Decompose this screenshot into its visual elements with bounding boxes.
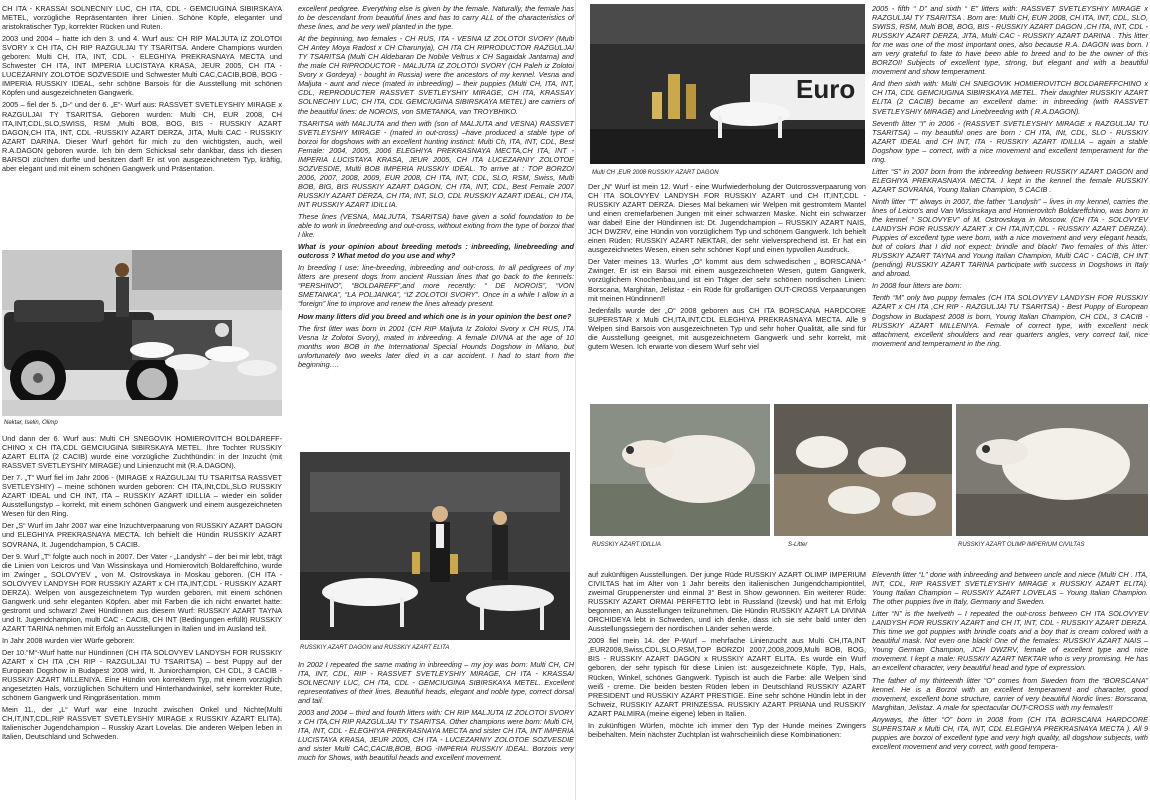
column-1-german-continued [2, 434, 282, 745]
paragraph: CH ITA - KRASSAI SOLNECNIY LUC, CH ITA, CDL - GEMCIUGINA SIBIRSKAYA METEL, vorzügliche Repräsentanten ihrer Linien. Schöne Köpfe, eleganter und aristokratischer Typ, korrekter Rücken und Ruten. [2, 4, 282, 32]
paragraph: 2005 - fifth “ D” and sixth “ E” litters with: RASSVET SVETLEYSHIY MIRAGE x RAZGULJAI TY TSARITSA . Born are: Multi CH, EUR 2008, CH ITA, INT, CDL, SLO, SWISS, RSM, Multi BOB, BOG, BIS - RUSSKIY AZART DAGON ,CH ITA, INT, CDL - RUSSKIY AZART DERZA, JITA, Multi CAC - RUSSKIY AZART DARINA . This litter for me was one of the most important ones, also because R.A. DAGON was born. I am very grateful to fate to have been able to breed and to be the owner of this BORZOI! Subjects of excellent type, strong, but elegant and with a beautiful movement and show temperament. [872, 4, 1148, 77]
photo-caption: Multi CH ,EUR 2008 RUSSKIY AZART DAGON [592, 170, 719, 176]
page-gutter [575, 0, 576, 800]
column-4-english-continued [872, 570, 1148, 754]
paragraph: Mein 11., der „L“ Wurf war eine Inzucht zwischen Onkel und Nichte(Multi CH,IT,INT,CDL,RIP RASSVET SVETLEYSHIY MIRAGE x RUSSKIY AZART ELITA). Italienischer Jugendchampion – Russkiy Azart Lovelas. Die anderen Welpen leben in Italien, Deutschland und Schweden. [2, 705, 282, 742]
paragraph: Und dann der 6. Wurf aus: Multi CH SNEGOVIK HOMIEROVITCH BOLDAREFF-CHINO x CH ITA,CDL GEMCIUGINA SIBIRSKAYA METEL. Ihre Tochter RUSSKIY AZART ELITA (2 CACIB) wurde eine vorzügliche Zuchthündin: in der Inzucht (mit RASSVET SVETLEYSHIY MIRAGE) und Linienzucht mit (R.A.DAGON). [2, 434, 282, 471]
photo-vintage-car-borzois-image [2, 250, 282, 416]
photo-olimp [956, 404, 1148, 536]
photo-dagon-trophies [590, 4, 865, 164]
interview-question: What is your opinion about breeding metods : inbreeding, linebreeding and outcross ? What metod do you use and why? [298, 242, 574, 261]
paragraph: Seventh litter “I” in 2006 - (RASSVET SVETLEYSHIY MIRAGE x RAZGULJAI TU TSARITSA) – my beautiful ones are born : CH ITA, INt, CDL, SLO - RUSSKIY AZART IDEAL and CH INT, ITA - RUSSKIY AZART IDILLIA – again a stable Dogshow type – correct, with a nice movement and excellent temperament for the ring. [872, 118, 1148, 164]
photo-dogshow-handlers-image [300, 452, 570, 640]
photo-idillia-image [590, 404, 770, 536]
paragraph: Der 10.“M“-Wurf hatte nur Hündinnen (CH ITA SOLOVYEV LANDYSH FOR RUSSKIY AZART x CH ITA ,CH RIP - RAZGULJAI TU TSARITSA) – best Puppy auf der European Dogshow in Budapest 2008 wird, It. Juniorchampion, CH CDL, 3 CACIB - RUSSKIY AZART MILLENIYA. Eine Hündin von korrektem Typ, mit einem vorzüglich angesetzten Hals, vorzüglichen Schultern und Hinterhandwinkel, sehr korrekter Rute, schönem Gangwerk und Ringpräsentation. mmm [2, 648, 282, 703]
column-2-english-continued [298, 660, 574, 766]
photo-vintage-car-borzois [2, 250, 282, 416]
paragraph: 2009 fiel mein 14. der P-Wurf – mehrfache Linienzucht aus Multi CH,ITA,INT ,EUR2008,Swiss,CDL,SLO,RSM,TOP BORZOI 2007,2008,2009,Multi BOB, BOG, BIS - RUSSKIY AZART DAGON x RUSSKIY AZART ELITA. Es wurde ein Wurf geboren, der sehr typisch für diese Linien ist: ausgezeichnete Köpfe, Typ, Hals, Rücken, Winkel, schönes Gangwerk. Typisch ist auch die Farbe: alle Welpen sind weiß - creme. Die beiden besten Rüden leben in Deutschland RUSSKIY AZART PRESIDENT und RUSSKIY AZART PRESTIGE. Eine sehr schöne Hündin lebt in der Schweiz, RUSSKIY AZART PRINZESSA. RUSSKIY AZART PRIANA und RUSSKIY AZART PALMIRA (meine eigene) leben in Italien. [588, 636, 866, 718]
photo-caption: RUSSKIY AZART OLIMP IMPERIUM CIVILTAS [958, 542, 1085, 548]
paragraph: Eleventh litter “L” done with inbreeding and between uncle and niece (Multi CH . ITA, INT, CDL, RIP RASSVET SVETLEYSHIY MIRAGE x RUSSKIY AZART ELITA). Young Italian Champion – RUSSKIY AZART LOVELAS – Young Italian Champion. The other puppies live in Italy, Germany and Sweden. [872, 570, 1148, 607]
paragraph: In breeding I use: line-breeding, inbreeding and out-cross. In all pedigrees of my litters are present dogs from ancient Russian lines that go back to the kennels: “PERSHINO”, “BOLDAREFF”,and more recently: “ DE NOROIS”, “VON SMETANKA”, “LA POLJANKA”, “IZ ZOLOTOI SVORY”. Once in a while I allow in a “foreign” line to improve and renew the lines already present. [298, 263, 574, 309]
paragraph: Litter “N” is the twelveth – I repeated the out-cross between CH ITA SOLOVYEV LANDYSH FOR RUSSKIY AZART and CH IT, INT, CDL - RUSSKIY AZART DERZA. This time we got puppies with brindle coats and a boy that is cream colored with a beautiful mask. Not even one black! One of the females: RUSSKIY AZART NAIS – Young German Champion, JCH DWZRV, female of excellent type and nice movement. I kept a male: RUSSKIY AZART NEKTAR who is very promising. He has an excellent character, very beautiful head and type of expression. [872, 609, 1148, 673]
paragraph: In 2008 four litters are born: [872, 281, 962, 291]
column-1-german [2, 4, 282, 176]
paragraph: These lines (VESNA, MALJUTA, TSARITSA) have given a solid foundation to be able to work in linebreeding and out-cross, without exiting from the type of borzoi that I like. [298, 212, 574, 240]
paragraph: The father of my thirteenth litter “O” comes from Sweden from the “BORSCANA” kennel. He is a Borzoi with an excellent temperament and character, good movement, excellent bone structure, carrier of very beautiful Nordic lines: Borscana, Marghitan, Jelistaz. A male for spectacular OUT-CROSS with my females!! [872, 675, 1148, 712]
photo-s-litter [774, 404, 952, 536]
photo-caption: Nektar, Iselin, Olimp [4, 420, 58, 426]
paragraph: Der „S“ Wurf im Jahr 2007 war eine Inzuchtverpaarung von RUSSKIY AZART DAGON und ELEGHIYA PREKRASNAYA MECTA. Ich behielt die Hündin RUSSKIY AZART SOVRANA, It. Jugendchampion, 5 CACIB. [2, 521, 282, 549]
interview-question: How many litters did you breed and which one is in your opinion the best one? [298, 311, 572, 321]
photo-olimp-image [956, 404, 1148, 536]
paragraph: Der 9. Wurf „T“ folgte auch noch in 2007. Der Vater - „Landysh“ – der bei mir lebt, trägt die Linien von Leicros und Van Wissinskaya und Homierovitch Boldareffchino, wurde im Zwinger „ SOLOVYEV „ von M. Ostrovskaya in Moskau geboren. (CH ITA - SOLOVYEV LANDYSH FOR RUSSKIY AZART x CH ITA,INT,CDL - RUSSKIY AZART DERZA). Welpen von ausgezeichnetem Typ wurden geboren, mit einem schönen Gangwerk und sehr eleganten Köpfen. aber mit Farben die ich nicht erwartet hatte: gestromt und schwarz! Zwei Hündinnen aus diesem Wurf: RUSSKIY AZART TAYNA und It. Jugendchampion, multi CAC - CACIB, CH INT (Bedingungen erfüllt) RUSSKIY AZART TARINA nehmen mit Erfolg an Ausstellungen in Italien und im Ausland teil. [2, 551, 282, 633]
paragraph: In zukünftigen Würfen, möchte ich immer den Typ der Hunde meines Zwingers beibehalten. Mein nächster Zuchtplan ist wahrscheinlich diese Kombinationen: [588, 720, 866, 739]
photo-caption: RUSSKIY AZART DAGON and RUSSKIY AZART ELITA [300, 645, 450, 651]
paragraph: At the beginning, two females - CH RUS, ITA - VESNA IZ ZOLOTOI SVORY (Multi CH Antey Moya Radost x CH Charunyja), CH ITA CH RIPRODUCTOR RAZGULJAI TY TSARITSA (Multi CH Aldebaran De Nobile Veltrus x CH Sagaidak Jantarna) and the male CH RIPRODUCTOR - MALJUTA IZ ZOLOTOI SVORY (CH Paleh iz Zolotoi Svory x Gordeya) - bought in Russia) were the ancestors of my kennel. Vesna and Maljuta - aunt and niece (mated in inbreeding) – their puppies (Multi CH, ITA, INT, CDL, REPRODUCTER RASSVET SVETLEYSHIY MIRAGE, CH ITA, KRASSAY SOLNECHIY LUC, CH ITA, CDL GEMCIUGINA SIBIRSKAYA METEL) are carriers of the beautiful lines: de NOROIS, von SMETANKA, van TROYBHIKO. [298, 34, 574, 116]
paragraph: Der 7. „T“ Wurf fiel im Jahr 2006 - (MIRAGE x RAZGULJAI TU TSARITSA RASSVET SVETLEYSHIY) – meine schönen wurden geboren: CH ITA,INt,CDL,SLO RUSSKIY AZART IDEAL und CH INT, ITA – RUSSKIY AZART IDILLIA – wieder ein solider Ausstellungstyp – korrekt, mit einem schönen Gangwerk und einem ausgezeichneten Wesen für den Ring. [2, 473, 282, 519]
column-3-german [588, 182, 866, 354]
banner-text: Euro [796, 74, 856, 104]
paragraph: 2005 – fiel der 5. „D-“ und der 6. „E“- Wurf aus: RASSVET SVETLEYSHIY MIRAGE x RAZGULJAI TY TSARITSA. Geboren wurden: Multi CH, EUR 2008, CH ITA,INT,CDL,SLO,SWISS, RSM ,Multi BOB, BOG, BIS - RUSSKIY AZART DAGON,CH ITA, INT, CDL -RUSSKIY AZART DERZA, JITA, Multi CAC - RUSSKIY AZART DARINA. Dieser Wurf gehört für mich zu den wichtigsten, auch, weil R.A.DAGON geboren wurde. Ich bin dem Schicksal sehr dankbar, dass ich diesen BARSOI züchten durfte und besitzen darf! Er ist von ausgezeichnetem Typ, kräftig, aber elegant und mit einem schönen Gangwerk und Präsentation. [2, 100, 282, 173]
photo-caption: S-Litter [788, 542, 808, 548]
photo-dogshow-handlers [300, 452, 570, 640]
paragraph: 2003 and 2004 – third and fourth litters with: CH RIP MALJUTA IZ ZOLOTOI SVORY x CH ITA,CH RIP RAZGULJAI TY TSARITSA. Other champions were born: Multi CH, ITA, INT, CDL - ELEGHIYA PREKRASNAYA MECTA and sister CH ITA, INT IMPERIA LUCISTAYA KRASA, JEUR 2005, CH ITA - LUCEZARNIY ZOLOTOE SOZVESDIE and sister Multi CAC,CACIB,BOB, BOG -IMPERIA RUSSKIY IDEAL. Borzois very much for Shows, with beautiful heads and excellent movement. [298, 708, 574, 763]
paragraph: In Jahr 2008 wurden vier Würfe geboren: [2, 635, 135, 645]
column-3-german-continued [588, 570, 866, 742]
paragraph: The first litter was born in 2001 (CH RIP Maljuta Iz Zolotoi Svory x CH RUS, ITA Vesna Iz Zolotoi Svory), mated in inbreeding. A female DIVNA at the age of 10 months won BOB in the International Special Hounds Dogshow in Milano, but unfortunately two weeks later died in a car accident. I had to start from the beginning…. [298, 323, 574, 369]
paragraph: Der Vater meines 13. Wurfes „O“ kommt aus dem schwedischen „ BORSCANA-“ Zwinger. Er ist ein Barsoi mit einem ausgezeichneten Wesen, gutem Gangwerk, vorzüglichem Knochenbau,und ist ein Träger der sehr schönen nordischen Linien: Borscana, Marghitan, Jelistaz - ein Rüde für großartigen OUT-CROSS Verpaarungen mit meinen Hündinnen!! [588, 257, 866, 303]
paragraph: In 2002 I repeated the same mating in inbreeding – my joy was born: Multi CH, CH ITA, INT, CDL, RIP - RASSVET SVETLEYSHIY MIRAGE, CH ITA - KRASSAI SOLNECNIY LUC, CH ITA, CDL - GEMCIUGINA SIBIRSKAYA METEL. Excellent representatives of their lines. Beautiful heads, elegant and noble type, correct dorsal and tail. [298, 660, 574, 706]
paragraph: And then sixth with: Multi CH SNEGOVIK HOMIEROVITCH BOLDAREFFCHINO x CH ITA, CDL GEMCIUGINA SIBIRSKAYA METEL. Their daughter RUSSKIY AZART ELITA (2 CACIB) became an excellent dame: in inbreeding (with RASSVET SVETLEYSHIY MIRAGE) and Linebreeding with ( R.A.DAGON). [872, 79, 1148, 116]
photo-caption: RUSSKIY AZART IDILLIA [592, 542, 661, 548]
paragraph: Litter “S” in 2007 born from the inbreeding between RUSSKIY AZART DAGON and ELEGHIYA PREKRASNAYA MECTA. I kept in the kennel the female RUSSKIY AZART SOVRANA, Young Italian Champion, 5 CACIB . [872, 166, 1148, 194]
paragraph: Tenth “M” only two puppy females (CH ITA SOLOVYEV LANDYSH FOR RUSSKIY AZART x CH ITA ,CH RIP - RAZGULJAI TU TSARITSA) - Best Puppy of European Dogshow in Budapest 2008 is born, Young Italian Champion, CH CDL, 3 CACIB -RUSSKIY AZART MILLENIYA. Female of correct type, with excellent neck attachment, excellent shoulders and rear quarters angles, very correct tail, nice movement and temperament in the ring. [872, 293, 1148, 348]
paragraph: Anyways, the litter “O” born in 2008 from (CH ITA BORSCANA HARDCORE SUPERSTAR x Multi CH, ITA, INT, CDL ELEGHIYA PREKRASNAYA MECTA ). All 9 puppies are borzoi of excellent type and very high quality, all dogshow subjects, with excellent movement and very correct, with good tempera- [872, 714, 1148, 751]
paragraph: Ninth litter “T” always in 2007, the father “Landysh” – lives in my kennel, carries the lines of Leicro’s and Van Wissinskaya and Homierovitch Boldareffchino, was born in the kennel “ SOLOVYEV” of M. Ostrovskaya in Moscow. (CH ITA - SOLOVYEV LANDYSH FOR RUSSKIY AZART x CH ITA,INT,CDL - RUSSKIY AZART DERZA). Puppies of excellent type were born, with a nice movement and very elegant heads, but of colors that I did not expect: brindle and black! Two females of this litter: RUSSKIY AZART TAYNA and Young Italian Champion, Multi CAC - CACIB, CH INT (pending) RUSSKIY AZART TARINA participate with success in Dogshows in Italy and abroad. [872, 196, 1148, 279]
paragraph: Der „N“ Wurf ist mein 12. Wurf - eine Wurfwiederholung der Outcrossverpaarung von CH ITA SOLOVYEV LANDYSH FOR RUSSKIY AZART und CH IT,INT,CDL - RUSSKIY AZART DERZA. Dieses Mal bekamen wir Welpen mit gestromtem Mantel und einen cremefarbenen Jungen mit einer schwarzen Maske. Nicht ein schwarzer war dabei! Eine der Hündinnen ist: Dt. Jugendchampion – RUSSKIY AZART NAIS, JCH DWZRV, eine Hündin von vorzüglichem Typ und schönem Gangwerk. Ich behielt einen Rüden: RUSSKIY AZART NEKTAR, der sehr vielversprechend ist. Er hat ein ausgezeichnetes Wesen, einen sehr schöner Kopf und einen typvollen Ausdruck. [588, 182, 866, 255]
paragraph: Jedenfalls wurde der „O“ 2008 geboren aus CH ITA BORSCANA HARDCORE SUPERSTAR x Multi CH,ITA,INT,CDL ELEGHIYA PREKRASNAYA MECTA. Alle 9 Welpen sind Barsois von ausgezeichneten Typ und sehr hoher Qualität, alle sind für die Ausstellung geeignet, mit ausgezeichnetem Gangwerk und sehr korrekt, mit gutem Wesen. Ich erwarte von diesem Wurf sehr viel [588, 305, 866, 351]
column-4-english [872, 4, 1148, 351]
paragraph: TSARITSA with MALJUTA and then with (son of MALJUTA and VESNA) RASSVET SVETLEYSHIY MIRAGE - (mated in out-cross) –have produced a stable type of borzoi for dogshows with an excellent hunting instinct: Multi Ch, ITA, INT, CDL, Best Female: 2004, 2005, 2006 ELEGHIYA PREKRASNAYA MECTA,CH ITA, INT - IMPERIA LUCISTAYA KRASA, JEUR 2005, CH ITA LUCEZARNIY ZOLOTOE SOZVESDIE, Multi BOB IMPERIA RUSSKIY IDEAL. To arrive at : TOP BORZOI 2006, 2007, 2008, 2009, EUR 2008, CH ITA, INT, CDL, SLO, RSM, Swiss, Multi BOB, BIG, BIS RUSSKIY AZART DAGON, CH ITA, INT, CDL, Best Female 2007 RUSSKIY AZART DERZA, CH ITA, INT, SLO, CDL RUSSKIY AZART IDEAL, CH ITA, INT RUSSKIY AZART IDILLIA. [298, 118, 574, 209]
paragraph: excellent pedigree. Everything else is given by the female. Naturally, the female has to be descendant from beautiful lines and has to carry ALL of the characteristics of these lines, and be very well planted in the type. [298, 4, 574, 32]
photo-s-litter-image [774, 404, 952, 536]
photo-idillia [590, 404, 770, 536]
paragraph: 2003 und 2004 – hatte ich den 3. und 4. Wurf aus: CH RIP MALJUTA IZ ZOLOTOI SVORY x CH ITA, CH RIP RAZGULJAI TY TSARITSA. Andere Champions wurden geboren: Multi CH, ITA, INT, CDL - ELEGHIYA PREKRASNAYA MECTA und Schwester CH ITA, INT IMPERIA LUCISTAYA KRASA, JEUR 2005, CH ITA - LUCEZARNIY ZOLOTOE SOZVESDIE und Schwester Multi CAC,CACIB,BOB, BOG -IMPERIA RUSSKIY IDEAL, sehr schöne Barsois für die Ausstellung mit schönen Köpfen und ausgezeichneten Gangwerk. [2, 34, 282, 98]
paragraph: auf zukünftigen Ausstellungen. Der junge Rüde RUSSKIY AZART OLIMP IMPERIUM CIVILTAS hat im Alter von 1 Jahr bereits den italienischen Jungendchampiontitel, zweimal Gruppenerster und einmal 3° Best in Show gewonnen. Ein weiterer Rüde: RUSSKIY AZART ORMAI PERFETTO lebt in Russland (Izevsk) und hat mit Erfolg begonnen, an Ausstellungen teilzunehmen. Die Hündin RUSSKIY AZART LA DIVINA ORCHIDEYA lebt in Schweden, und ich denke, dass ich sie sehr bald unter den Ausstellungssiegern der nordischen Länder sehen werde. [588, 570, 866, 634]
column-2-english [298, 4, 574, 372]
